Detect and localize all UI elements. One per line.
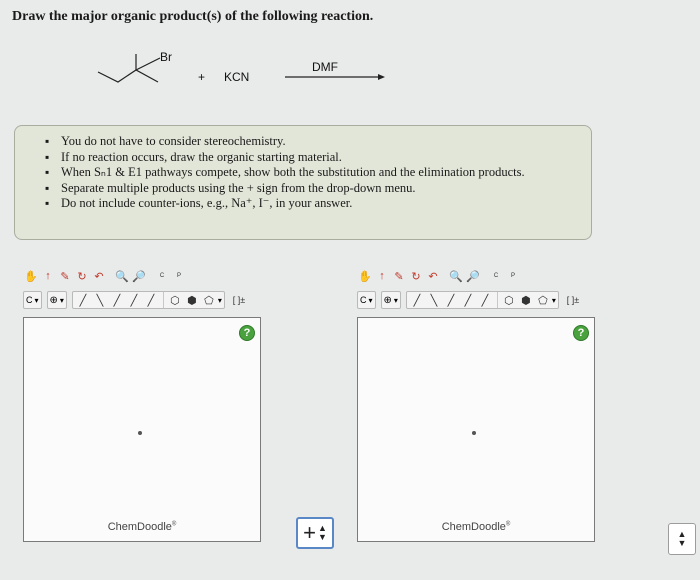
reaction-plus: + <box>198 70 206 84</box>
wedge-bond-icon[interactable]: ╲ <box>96 294 104 307</box>
pencil-icon[interactable]: ✎ <box>60 270 70 283</box>
cyclopentane-icon[interactable]: ⬠ <box>538 294 548 307</box>
instruction-item: ▪ When Sₙ⁠1 & E1 pathways compete, show both the substitution and the elimination products. <box>45 165 581 181</box>
chevron-down-icon[interactable]: ▾ <box>551 295 556 305</box>
stepper-arrows-icon: ▲ ▼ <box>677 529 687 548</box>
element-select[interactable] <box>23 291 42 309</box>
chemdoodle-editor-1 <box>23 265 263 555</box>
double-bond-icon[interactable]: ╱ <box>113 294 121 307</box>
zoom-out-icon[interactable]: 🔎 <box>466 270 480 283</box>
charge-icon: ⊕ <box>383 294 392 306</box>
wedge-bond-icon[interactable]: ╲ <box>430 294 438 307</box>
clear-canvas-button[interactable]: [ ]± <box>566 295 580 305</box>
solvent-label: DMF <box>312 60 338 74</box>
zoom-out-icon[interactable]: 🔎 <box>132 270 146 283</box>
cyclopropane-icon[interactable]: ⬡ <box>170 294 180 307</box>
charge-select[interactable] <box>47 291 67 309</box>
clear-canvas-button[interactable]: [ ]± <box>232 295 246 305</box>
c-label-icon[interactable]: C <box>159 273 165 279</box>
toolbar-bottom <box>357 289 583 311</box>
cyclopentane-icon[interactable]: ⬠ <box>204 294 214 307</box>
charge-select[interactable] <box>381 291 401 309</box>
question-prompt <box>12 9 373 25</box>
chevron-down-icon: ▾ <box>393 295 398 305</box>
drawing-canvas[interactable] <box>357 317 595 542</box>
bond-tools[interactable] <box>72 291 225 309</box>
charge-icon: ⊕ <box>49 294 58 306</box>
element-select[interactable] <box>357 291 376 309</box>
canvas-center-dot <box>472 431 476 435</box>
clear-icon[interactable]: ↑ <box>379 270 385 282</box>
p-label-icon[interactable]: P <box>176 273 181 279</box>
double-bond-icon[interactable]: ╱ <box>447 294 455 307</box>
reagent-label: KCN <box>224 70 250 84</box>
lasso-icon[interactable]: ↻ <box>411 270 421 283</box>
cyclopropane-icon[interactable]: ⬡ <box>504 294 514 307</box>
chevron-down-icon: ▾ <box>59 295 64 305</box>
instruction-item: ▪ You do not have to consider stereochemistry. <box>45 134 581 150</box>
clear-icon[interactable]: ↑ <box>45 270 51 282</box>
p-label-icon[interactable]: P <box>510 273 515 279</box>
drawing-canvas[interactable] <box>23 317 261 542</box>
single-bond-icon[interactable]: ╱ <box>413 294 421 307</box>
canvas-center-dot <box>138 431 142 435</box>
undo-icon[interactable]: ↶ <box>94 270 104 283</box>
benzene-icon[interactable]: ⬢ <box>187 294 197 307</box>
single-bond-icon[interactable]: ╱ <box>79 294 87 307</box>
prompt-suffix: product(s) of the following reaction. <box>156 9 374 24</box>
add-product-separator-button[interactable] <box>296 517 334 549</box>
stepper-arrows-icon: ▲ ▼ <box>317 523 327 542</box>
bold-bond-icon[interactable]: ╱ <box>147 294 155 307</box>
brand-name: ChemDoodle <box>107 521 172 533</box>
pencil-icon[interactable]: ✎ <box>394 270 404 283</box>
plus-sign: + <box>303 520 316 545</box>
toolbar-bottom <box>23 289 249 311</box>
brand-label: ChemDoodle® <box>441 521 511 533</box>
triple-bond-icon[interactable]: ╱ <box>464 294 472 307</box>
help-icon[interactable]: ? <box>573 325 589 341</box>
triple-bond-icon[interactable]: ╱ <box>130 294 138 307</box>
undo-icon[interactable]: ↶ <box>428 270 438 283</box>
prompt-bold: major organic <box>71 9 156 24</box>
reaction-scheme <box>60 40 400 110</box>
hand-icon[interactable]: ✋ <box>358 270 372 283</box>
benzene-icon[interactable]: ⬢ <box>521 294 531 307</box>
instructions-box <box>14 125 592 240</box>
chevron-down-icon[interactable]: ▾ <box>217 295 222 305</box>
toolbar-top <box>357 265 522 287</box>
help-icon[interactable]: ? <box>239 325 255 341</box>
hand-icon[interactable]: ✋ <box>24 270 38 283</box>
toolbar-top <box>23 265 188 287</box>
lasso-icon[interactable]: ↻ <box>77 270 87 283</box>
chemdoodle-editor-2 <box>357 265 597 555</box>
stepper-button[interactable] <box>668 523 696 555</box>
bold-bond-icon[interactable]: ╱ <box>481 294 489 307</box>
chevron-down-icon: ▾ <box>34 295 39 305</box>
brand-label: ChemDoodle® <box>107 521 177 533</box>
zoom-in-icon[interactable]: 🔍 <box>449 270 463 283</box>
chevron-down-icon: ▾ <box>368 295 373 305</box>
prompt-prefix: Draw the <box>12 9 72 24</box>
element-label: C <box>360 295 367 305</box>
instruction-item: ▪ If no reaction occurs, draw the organic starting material. <box>45 150 581 166</box>
element-label: C <box>26 295 33 305</box>
zoom-in-icon[interactable]: 🔍 <box>115 270 129 283</box>
bond-tools[interactable] <box>406 291 559 309</box>
brand-name: ChemDoodle <box>441 521 506 533</box>
instruction-item: ▪ Do not include counter-ions, e.g., Na⁺, I⁻, in your answer. <box>45 196 581 212</box>
c-label-icon[interactable]: C <box>493 273 499 279</box>
bromine-label: Br <box>160 50 172 64</box>
instruction-item: ▪ Separate multiple products using the + sign from the drop-down menu. <box>45 181 581 197</box>
